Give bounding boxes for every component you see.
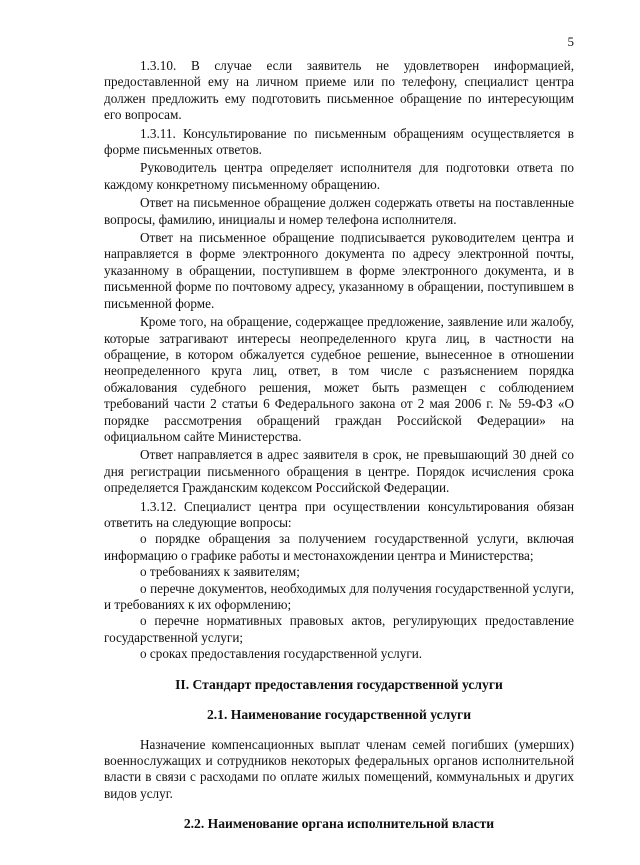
- list-item: о сроках предоставления государственной услуги.: [140, 646, 423, 662]
- list-item: о порядке обращения за получением государственной услуги, включая информацию о графике работы и местонахождении центра и Министерства;: [104, 531, 574, 563]
- paragraph-answer-deadline: Ответ направляется в адрес заявителя в срок, не превышающий 30 дней со дня регистрации письменного обращения в центре. Порядок исчисления срока определяется Гражданским кодексом Российской Федерации.: [104, 447, 574, 496]
- paragraph-1-3-10: 1.3.10. В случае если заявитель не удовлетворен информацией, предоставленной ему на личном приеме или по телефону, специалист центра должен предложить ему подготовить письменное обращение по интересующим его вопросам.: [104, 58, 574, 123]
- list-item: о перечне нормативных правовых актов, регулирующих предоставление государственной услуги;: [104, 613, 574, 645]
- section-heading: II. Стандарт предоставления государственной услуги: [175, 676, 503, 692]
- paragraph-executor: Руководитель центра определяет исполнителя для подготовки ответа по каждому конкретному письменному обращению.: [104, 160, 574, 192]
- paragraph-service-name: Назначение компенсационных выплат членам семей погибших (умерших) военнослужащих и сотрудников некоторых федеральных органов исполнительной власти в связи с расходами по оплате жилых помещений, коммунальных и других видов услуг.: [104, 736, 574, 801]
- page-number: 5: [567, 34, 574, 49]
- paragraph-1-3-12: 1.3.12. Специалист центра при осуществлении консультирования обязан ответить на следующие вопросы:: [104, 498, 574, 530]
- list-item: о требованиях к заявителям;: [140, 564, 300, 580]
- paragraph-public-answer: Кроме того, на обращение, содержащее предложение, заявление или жалобу, которые затрагивают интересы неопределенного круга лиц, в частности на обращение, в котором обжалуется судебное решение, вынесенное в отношении неопределенного круга лиц, ответ, в том числе с разъяснением порядка обжалования судебного решения, может быть размещен с соблюдением требований части 2 статьи 6 Федерального закона от 2 мая 2006 г. № 59-ФЗ «О порядке рассмотрения обращений граждан Российской Федерации» на официальном сайте Министерства.: [104, 314, 574, 444]
- paragraph-answer-signing: Ответ на письменное обращение подписывается руководителем центра и направляется в форме электронного документа по адресу электронной почты, указанному в обращении, поступившем в форме электронного документа, и в письменной форме по почтовому адресу, указанному в обращении, поступившем в письменной форме.: [104, 230, 574, 311]
- paragraph-answer-content: Ответ на письменное обращение должен содержать ответы на поставленные вопросы, фамилию, инициалы и номер телефона исполнителя.: [104, 195, 574, 227]
- subsection-heading-2-1: 2.1. Наименование государственной услуги: [206, 706, 472, 722]
- subsection-heading-2-2: 2.2. Наименование органа исполнительной власти: [183, 816, 495, 832]
- list-item: о перечне документов, необходимых для получения государственной услуги, и требованиях к их оформлению;: [104, 580, 574, 612]
- paragraph-1-3-11: 1.3.11. Консультирование по письменным обращениям осуществляется в форме письменных ответов.: [104, 125, 574, 158]
- document-body: [104, 58, 574, 832]
